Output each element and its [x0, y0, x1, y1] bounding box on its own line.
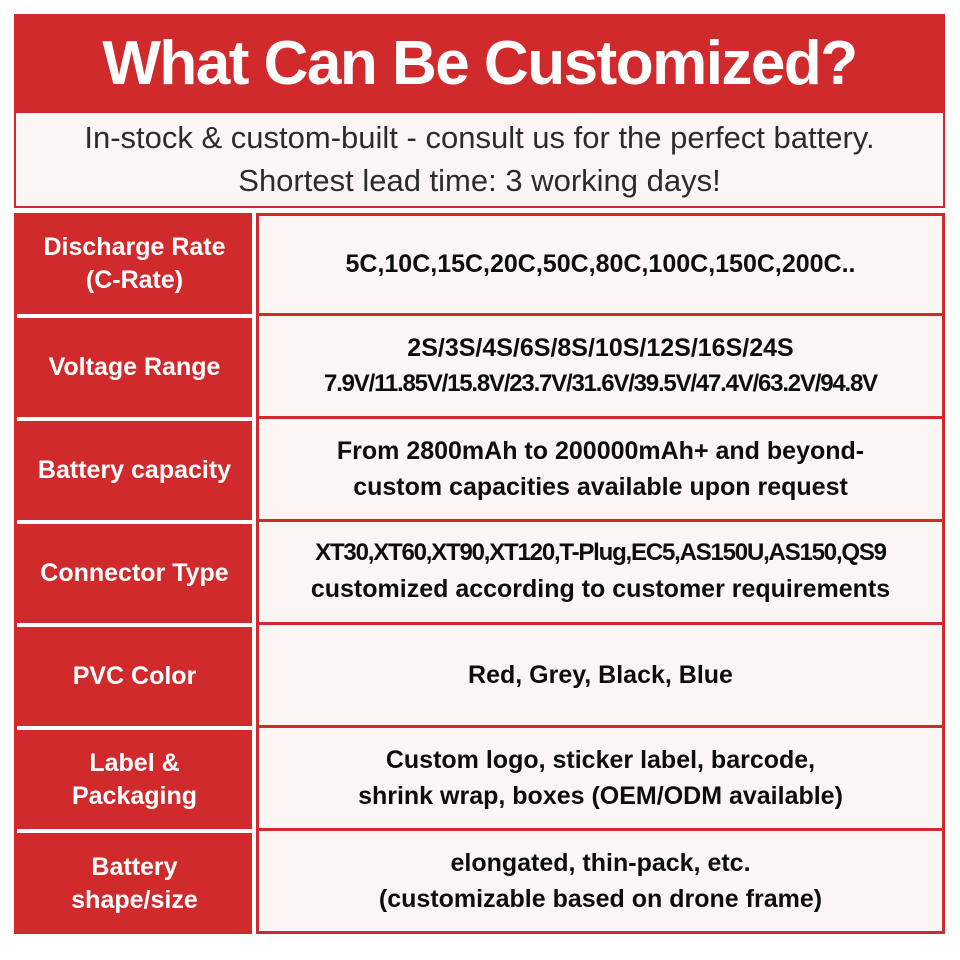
- value-line: customized according to customer requirements: [310, 575, 891, 604]
- value-line: 7.9V/11.85V/15.8V/23.7V/31.6V/39.5V/47.4V/63.2V/94.8V: [324, 369, 877, 397]
- value-line: shrink wrap, boxes (OEM/ODM available): [358, 782, 843, 810]
- value-line: From 2800mAh to 200000mAh+ and beyond-: [336, 436, 865, 465]
- row-value: [256, 213, 945, 316]
- row-value: [256, 522, 945, 625]
- value-line: 5C,10C,15C,20C,50C,80C,100C,150C,200C..: [345, 250, 856, 279]
- table-row-connector-type: [17, 522, 945, 625]
- value-line: 2S/3S/4S/6S/8S/10S/12S/16S/24S: [407, 334, 794, 363]
- label-line: shape/size: [71, 885, 198, 914]
- row-value: [256, 831, 945, 934]
- value-line: (customizable based on drone frame): [378, 885, 823, 913]
- value-line: Custom logo, sticker label, barcode,: [385, 745, 816, 774]
- page-title: What Can Be Customized?: [102, 29, 857, 98]
- table-row-voltage-range: [17, 316, 945, 419]
- row-label: [17, 730, 252, 829]
- value-line: XT30,XT60,XT90,XT120,T-Plug,EC5,AS150U,AS150,QS9: [315, 539, 886, 567]
- value-line: custom capacities available upon request: [353, 473, 848, 501]
- subtitle-line-2: Shortest lead time: 3 working days!: [238, 162, 721, 198]
- table-row-label-packaging: [17, 728, 945, 831]
- table-row-battery-shape-size: [17, 831, 945, 934]
- row-label: [17, 213, 252, 314]
- row-label: [17, 524, 252, 623]
- spec-table: [14, 213, 945, 934]
- value-line: Red, Grey, Black, Blue: [468, 660, 733, 689]
- label-line: Packaging: [71, 781, 198, 810]
- label-line: (C-Rate): [85, 265, 184, 294]
- row-label: [17, 627, 252, 726]
- table-row-battery-capacity: [17, 419, 945, 522]
- label-line: Connector Type: [40, 559, 229, 588]
- subtitle-box: [14, 113, 945, 208]
- row-value: [256, 419, 945, 522]
- label-line: Battery capacity: [37, 456, 232, 485]
- row-label: [17, 421, 252, 520]
- value-line: elongated, thin-pack, etc.: [450, 848, 751, 877]
- table-row-pvc-color: [17, 625, 945, 728]
- row-value: [256, 316, 945, 419]
- label-line: Label &: [89, 749, 180, 777]
- row-value: [256, 728, 945, 831]
- label-line: Discharge Rate: [43, 233, 226, 261]
- row-label: [17, 318, 252, 417]
- label-line: PVC Color: [72, 662, 197, 691]
- row-label: [17, 833, 252, 934]
- label-line: Voltage Range: [48, 353, 221, 382]
- subtitle-line-1: In-stock & custom-built - consult us for the perfect battery.: [84, 119, 875, 155]
- header-banner: [14, 14, 945, 113]
- table-row-discharge-rate: [17, 213, 945, 316]
- label-line: Battery: [91, 853, 178, 881]
- row-value: [256, 625, 945, 728]
